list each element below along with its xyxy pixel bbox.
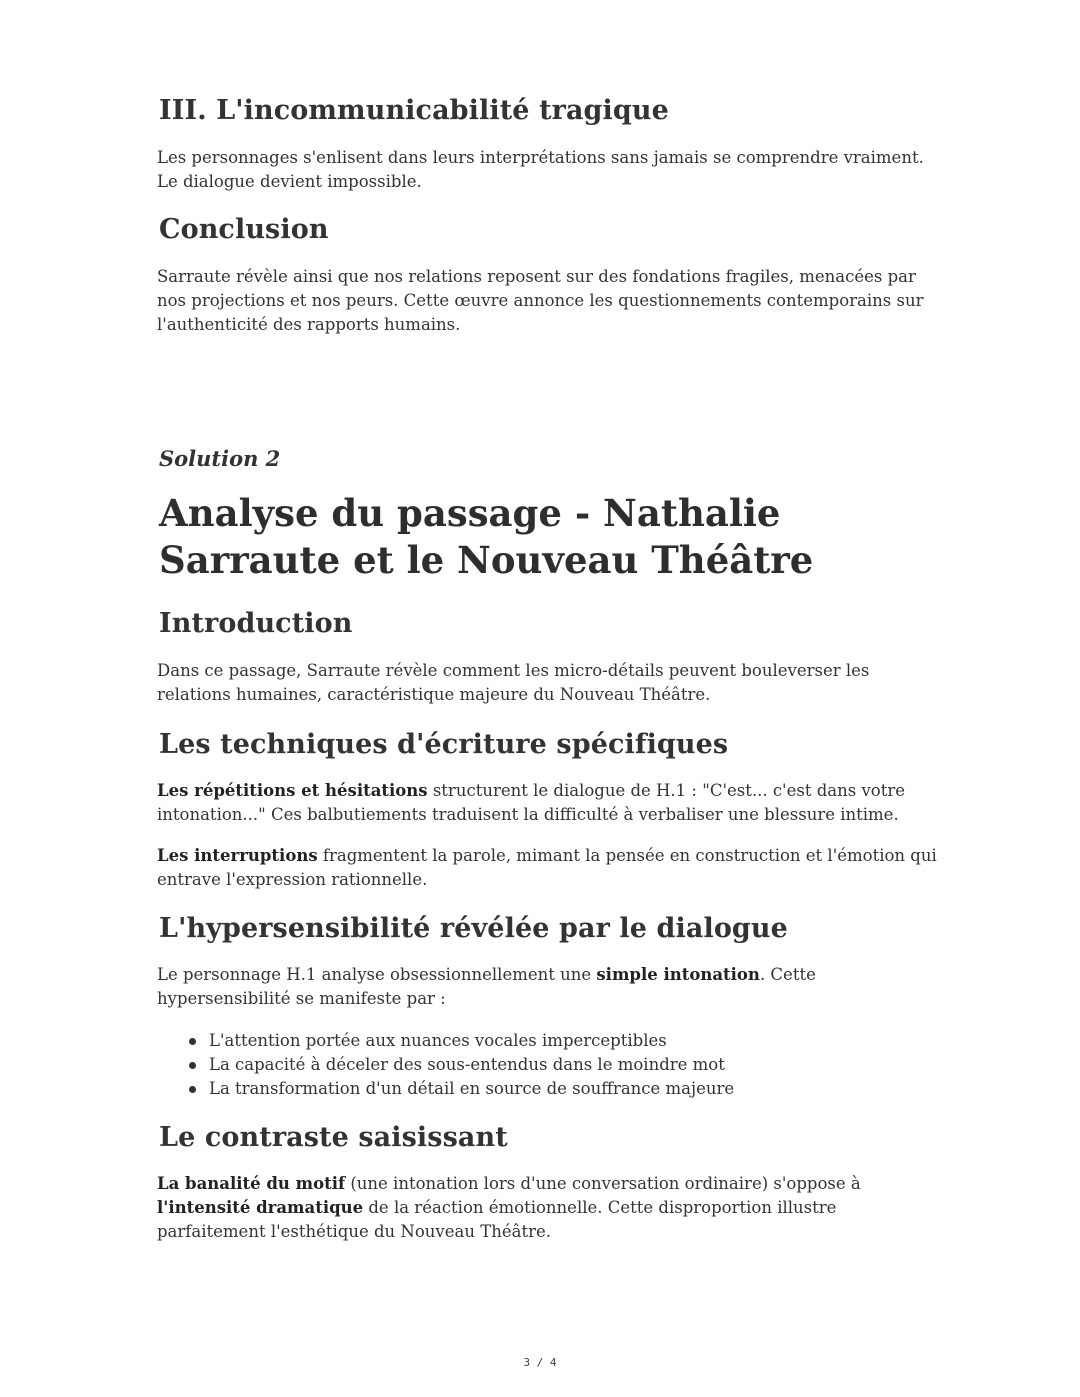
section-body-contraste: [157, 1172, 937, 1244]
bold-intensite: l'intensité dramatique: [157, 1198, 364, 1217]
section-title-techniques: Les techniques d'écriture spécifiques: [159, 729, 729, 760]
section-body-conclusion: Sarraute révèle ainsi que nos relations reposent sur des fondations fragiles, menacées par nos projections et nos peurs. Cette œuvre annonce les questionnements contemporains sur l'authenticité des rapports humains.: [157, 267, 924, 334]
bullet-list: [187, 1029, 734, 1101]
text-hyper-end: . Cette hypersensibilité se manifeste par :: [157, 965, 816, 1008]
section-body-incommunicabilite: Les personnages s'enlisent dans leurs interprétations sans jamais se comprendre vraiment. Le dialogue devient impossible.: [157, 148, 924, 191]
list-item: La transformation d'un détail en source de souffrance majeure: [187, 1077, 734, 1101]
section-body-hypersensibilite: [157, 963, 937, 1011]
list-item: L'attention portée aux nuances vocales imperceptibles: [187, 1029, 734, 1053]
section-title-incommunicabilite: III. L'incommunicabilité tragique: [159, 95, 669, 126]
text-hyper-start: Le personnage H.1 analyse obsessionnellement une: [157, 965, 597, 984]
text-contraste-1: (une intonation lors d'une conversation ordinaire) s'oppose à: [345, 1174, 861, 1193]
paragraph-repetitions: [157, 779, 937, 827]
solution-label: Solution 2: [159, 446, 281, 471]
text-interruptions: fragmentent la parole, mimant la pensée en construction et l'émotion qui entrave l'expression rationnelle.: [157, 846, 937, 889]
text-contraste-2: de la réaction émotionnelle. Cette disproportion illustre parfaitement l'esthétique du Nouveau Théâtre.: [157, 1198, 837, 1241]
document-title: Analyse du passage - Nathalie Sarraute et le Nouveau Théâtre: [159, 491, 814, 582]
bold-banalite: La banalité du motif: [157, 1174, 346, 1193]
page-number: 3 / 4: [523, 1356, 557, 1369]
section-title-hypersensibilite: L'hypersensibilité révélée par le dialogue: [159, 913, 788, 944]
paragraph-interruptions: [157, 844, 937, 892]
section-body-introduction: Dans ce passage, Sarraute révèle comment les micro-détails peuvent bouleverser les relations humaines, caractéristique majeure du Nouveau Théâtre.: [157, 661, 870, 704]
bold-simple-intonation: simple intonation: [596, 965, 760, 984]
section-title-introduction: Introduction: [159, 608, 353, 639]
bold-repetitions: Les répétitions et hésitations: [157, 781, 428, 800]
section-title-conclusion: Conclusion: [159, 214, 329, 245]
section-title-contraste: Le contraste saisissant: [159, 1122, 508, 1153]
bold-interruptions: Les interruptions: [157, 846, 318, 865]
text-repetitions: structurent le dialogue de H.1 : "C'est... c'est dans votre intonation..." Ces balbutiements traduisent la difficulté à verbaliser une blessure intime.: [157, 781, 905, 824]
list-item: La capacité à déceler des sous-entendus dans le moindre mot: [187, 1053, 734, 1077]
